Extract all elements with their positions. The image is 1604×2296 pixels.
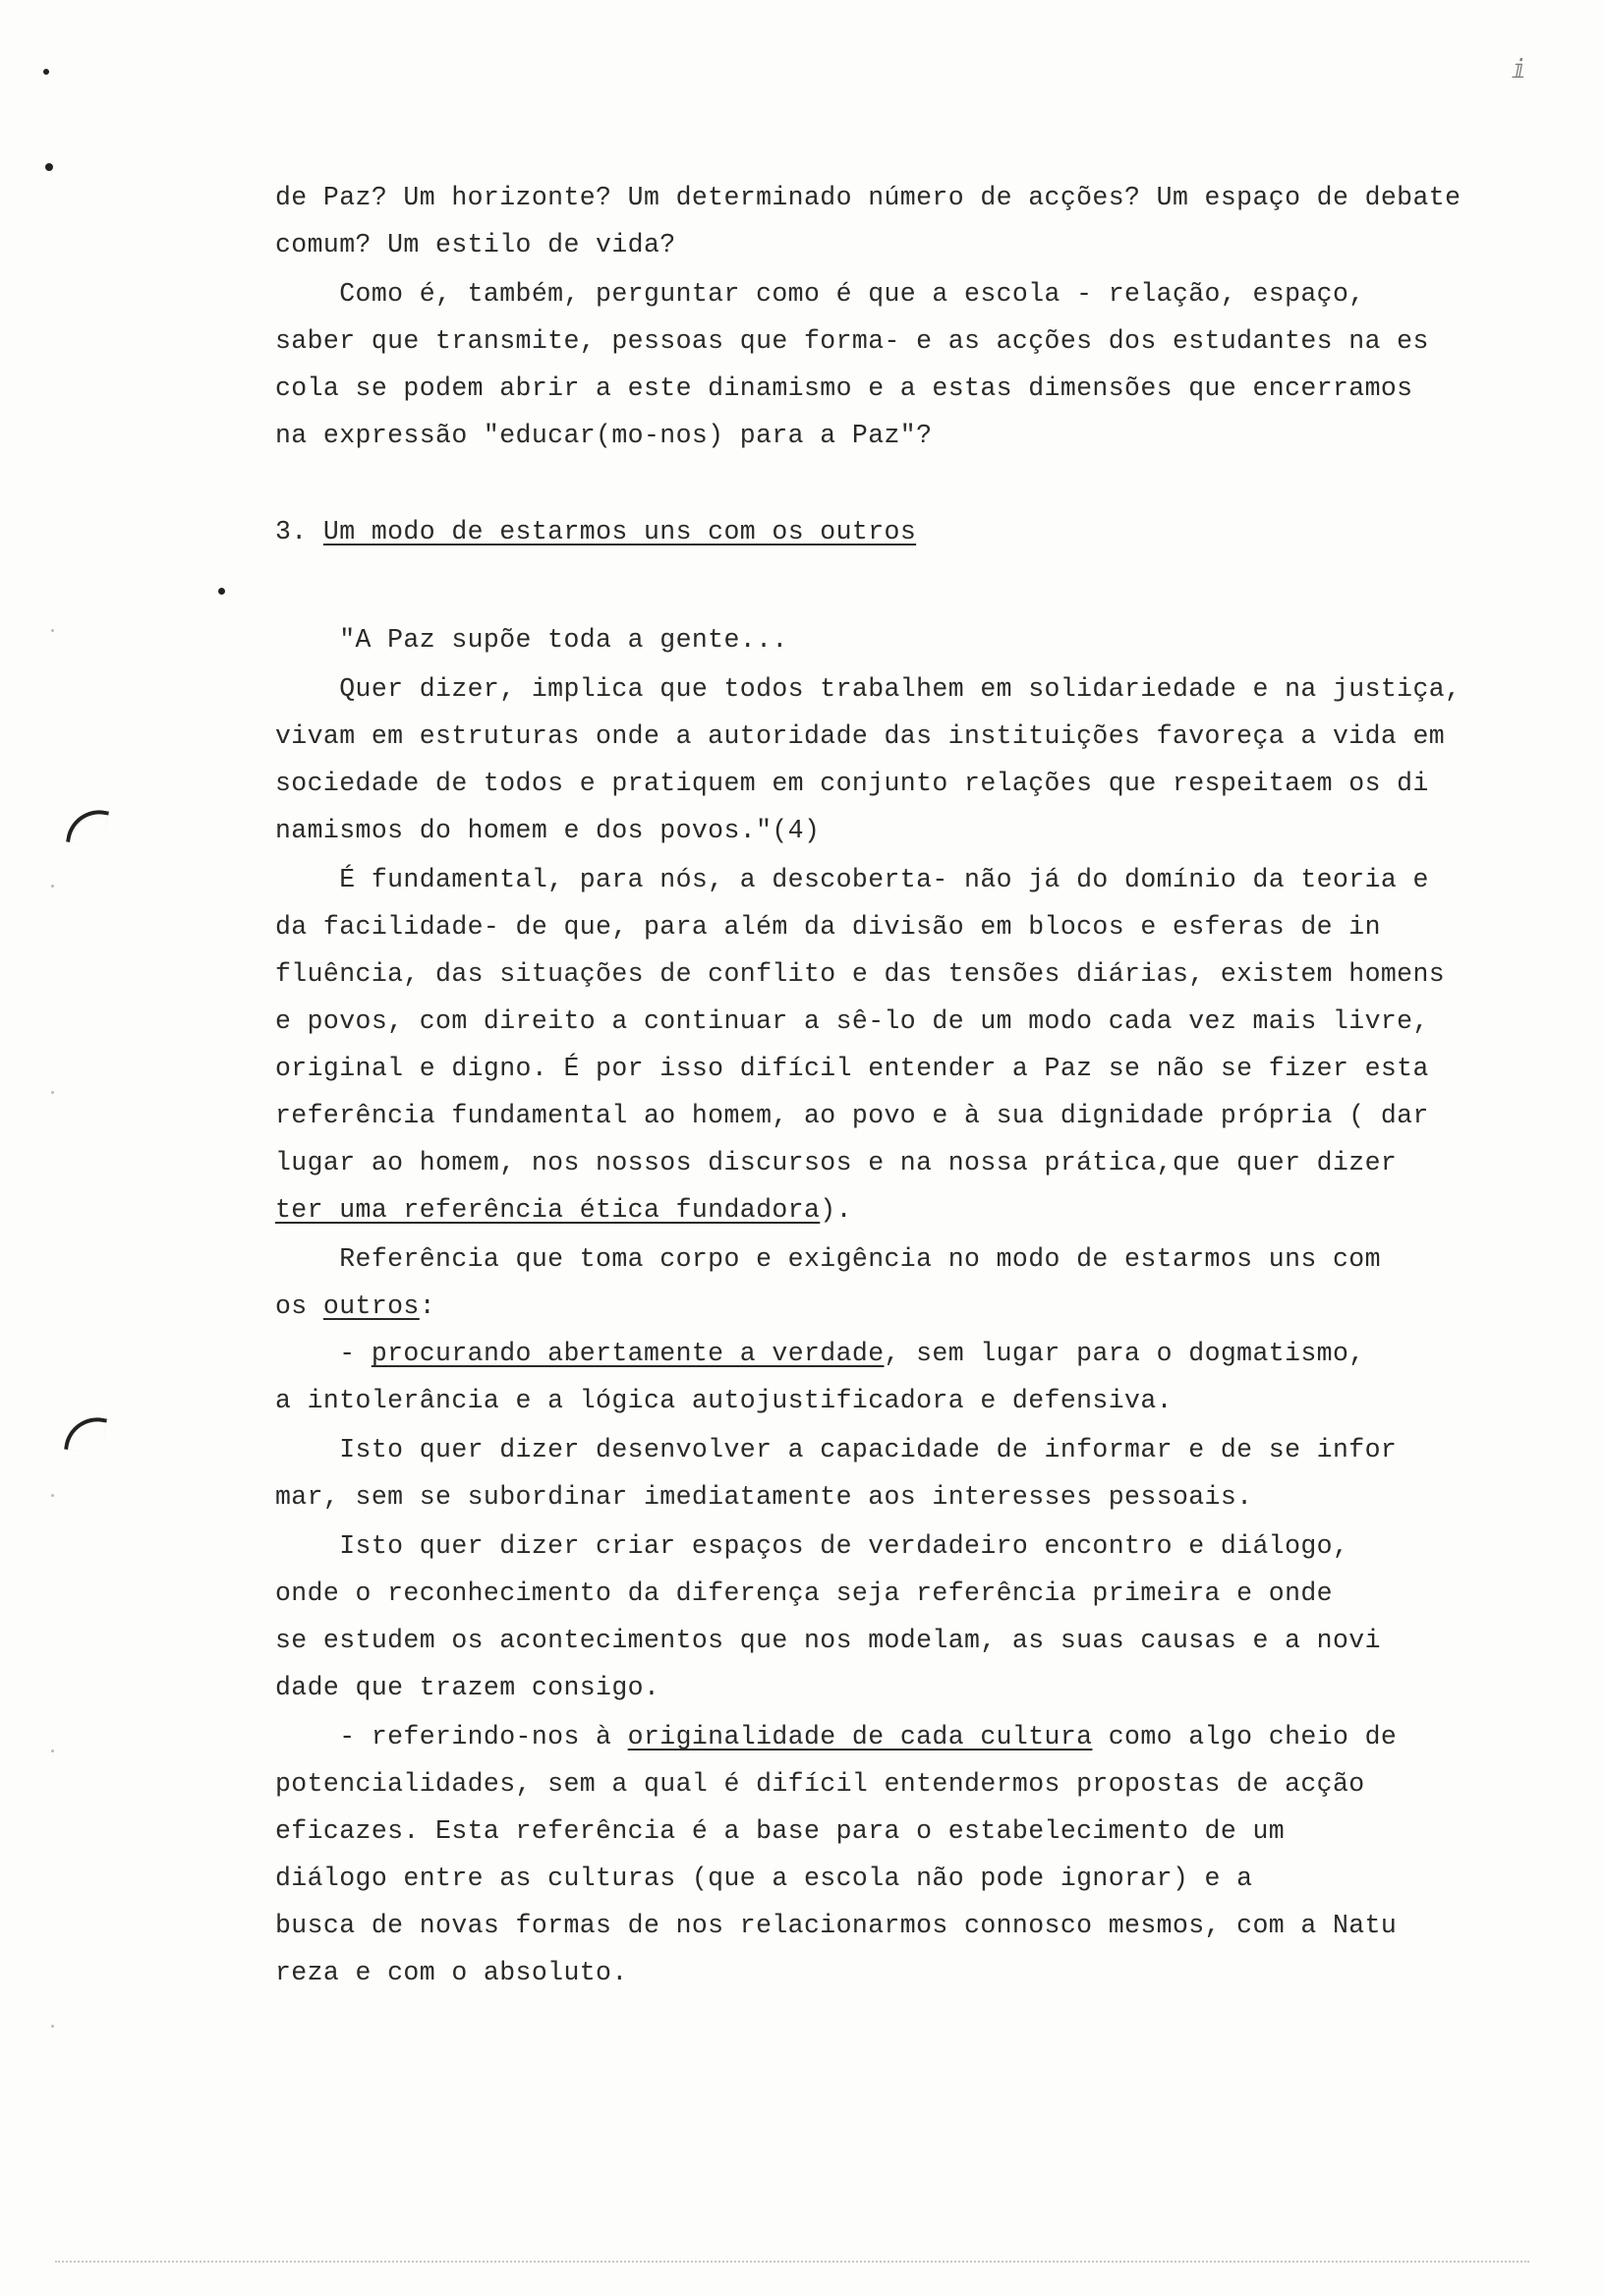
- margin-speck: [51, 1494, 54, 1497]
- margin-dot: [45, 163, 53, 171]
- text-line: "A Paz supõe toda a gente...: [275, 625, 788, 655]
- section-heading: [275, 517, 916, 546]
- scan-edge-artifact: [55, 2261, 1529, 2265]
- text-line: original e digno. É por isso difícil entender a Paz se não se fizer esta: [275, 1054, 1429, 1083]
- text-line: reza e com o absoluto.: [275, 1958, 628, 1987]
- text-fragment: :: [419, 1292, 436, 1321]
- text-line: a intolerância e a lógica autojustificadora e defensiva.: [275, 1386, 1173, 1415]
- text-line: Quer dizer, implica que todos trabalhem em solidariedade e na justiça,: [275, 674, 1461, 704]
- text-line: fluência, das situações de conflito e das tensões diárias, existem homens: [275, 959, 1446, 989]
- text-fragment: -: [275, 1339, 372, 1368]
- underlined-phrase: ter uma referência ética fundadora: [275, 1195, 821, 1225]
- margin-speck: [51, 885, 54, 888]
- section-title: Um modo de estarmos uns com os outros: [322, 517, 917, 546]
- text-line: busca de novas formas de nos relacionarmos connosco mesmos, com a Natu: [275, 1911, 1398, 1940]
- underlined-phrase: procurando abertamente a verdade: [371, 1339, 885, 1368]
- text-fragment: como algo cheio de: [1092, 1722, 1398, 1751]
- margin-dot: [218, 588, 225, 595]
- margin-arc-mark: [64, 1412, 107, 1456]
- text-line: sociedade de todos e pratiquem em conjunto relações que respeitaem os di: [275, 769, 1429, 798]
- text-line: saber que transmite, pessoas que forma- e as acções dos estudantes na es: [275, 326, 1429, 356]
- section-number: 3.: [275, 517, 308, 546]
- text-fragment: os: [275, 1292, 323, 1321]
- text-line: de Paz? Um horizonte? Um determinado número de acções? Um espaço de debate: [275, 183, 1461, 212]
- text-line: Isto quer dizer desenvolver a capacidade de informar e de se infor: [275, 1435, 1398, 1464]
- text-line: se estudem os acontecimentos que nos modelam, as suas causas e a novi: [275, 1626, 1381, 1655]
- text-line: Como é, também, perguntar como é que a escola - relação, espaço,: [275, 279, 1365, 309]
- text-fragment: ).: [820, 1195, 852, 1225]
- text-line: na expressão "educar(mo-nos) para a Paz"?: [275, 421, 933, 450]
- text-line: namismos do homem e dos povos."(4): [275, 816, 821, 845]
- text-line: Referência que toma corpo e exigência no modo de estarmos uns com: [275, 1244, 1381, 1274]
- margin-speck: [51, 1750, 54, 1752]
- text-line: [275, 1292, 435, 1321]
- underlined-phrase: outros: [322, 1292, 420, 1321]
- text-fragment: , sem lugar para o dogmatismo,: [884, 1339, 1365, 1368]
- text-line: lugar ao homem, nos nossos discursos e na nossa prática,que quer dizer: [275, 1148, 1398, 1177]
- text-line: onde o reconhecimento da diferença seja referência primeira e onde: [275, 1578, 1333, 1608]
- text-line: da facilidade- de que, para além da divisão em blocos e esferas de in: [275, 912, 1381, 942]
- text-line: comum? Um estilo de vida?: [275, 230, 676, 259]
- page-corner-mark: ⅈ: [1512, 56, 1527, 86]
- text-line: cola se podem abrir a este dinamismo e a estas dimensões que encerramos: [275, 373, 1413, 403]
- text-line: referência fundamental ao homem, ao povo e à sua dignidade própria ( dar: [275, 1101, 1429, 1130]
- text-line: dade que trazem consigo.: [275, 1673, 660, 1702]
- text-line: vivam em estruturas onde a autoridade das instituições favoreça a vida em: [275, 721, 1446, 751]
- bullet-line: [275, 1722, 1397, 1751]
- margin-speck: [51, 2025, 54, 2028]
- bullet-line: [275, 1339, 1365, 1368]
- margin-speck: [51, 1091, 54, 1094]
- margin-speck: [51, 629, 54, 632]
- text-line: potencialidades, sem a qual é difícil entendermos propostas de acção: [275, 1769, 1365, 1799]
- text-fragment: - referindo-nos à: [275, 1722, 628, 1751]
- margin-dot: [43, 69, 49, 75]
- text-line: eficazes. Esta referência é a base para o estabelecimento de um: [275, 1816, 1286, 1846]
- margin-arc-mark: [66, 805, 109, 848]
- underlined-phrase: originalidade de cada cultura: [627, 1722, 1093, 1751]
- text-line: e povos, com direito a continuar a sê-lo de um modo cada vez mais livre,: [275, 1006, 1429, 1036]
- body-text: [275, 0, 1494, 2296]
- text-line: Isto quer dizer criar espaços de verdadeiro encontro e diálogo,: [275, 1531, 1349, 1561]
- text-line: mar, sem se subordinar imediatamente aos interesses pessoais.: [275, 1482, 1253, 1512]
- text-line: [275, 1195, 852, 1225]
- text-line: É fundamental, para nós, a descoberta- não já do domínio da teoria e: [275, 865, 1429, 894]
- text-line: diálogo entre as culturas (que a escola não pode ignorar) e a: [275, 1864, 1253, 1893]
